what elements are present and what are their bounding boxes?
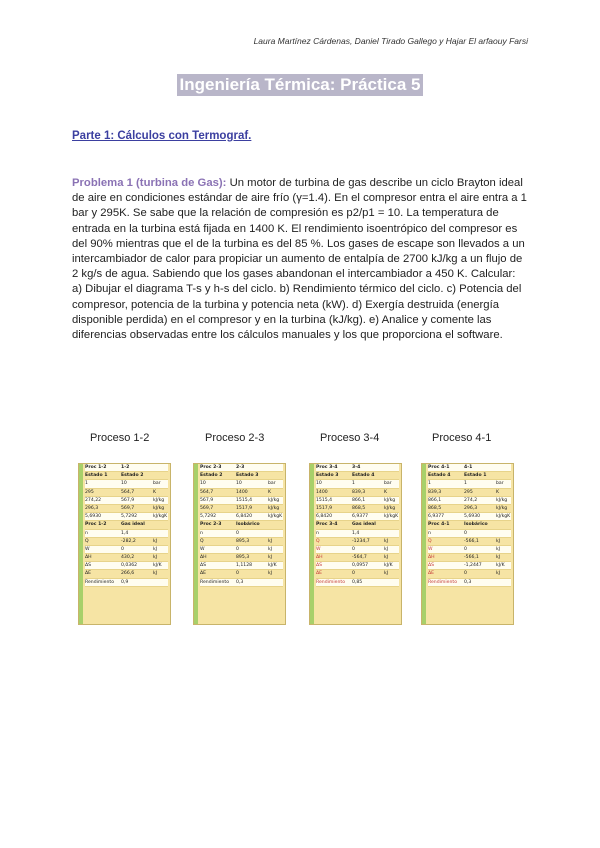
panel-cell: ΔE [428, 571, 435, 577]
panel-cell: Q [85, 538, 89, 544]
panel-cell: 567,9 [200, 497, 214, 503]
panel-cell: Rendimiento [316, 579, 346, 585]
panel-cell: Estado 3 [316, 473, 339, 479]
panel-row [200, 472, 283, 480]
title-container [0, 74, 600, 96]
panel-row [316, 562, 399, 570]
panel-cell: 1517,9 [316, 505, 333, 511]
panel-row [428, 521, 511, 529]
panel-cell: kJ [153, 571, 158, 577]
panel-cell: 0 [236, 546, 239, 552]
process-panel-3-4 [309, 463, 402, 625]
panel-row [200, 521, 283, 529]
panel-cell: 10 [200, 481, 206, 487]
panel-cell: kJ [384, 538, 389, 544]
panel-cell: 2-3 [236, 465, 245, 470]
panel-cell: kJ [496, 571, 501, 577]
panel-cell: kJ/kg [153, 497, 165, 503]
panel-cell: kJ/kg [384, 497, 396, 503]
panel-row [200, 530, 283, 538]
panel-row [85, 480, 168, 488]
panel-row [85, 538, 168, 546]
panel-row [200, 554, 283, 562]
panel-cell: 0,85 [352, 579, 363, 585]
panel-cell: kJ/K [153, 563, 162, 569]
panel-row [200, 513, 283, 521]
panel-row [428, 546, 511, 554]
panel-cell: 569,7 [121, 505, 135, 511]
panel-cell: Proc 1-2 [85, 522, 107, 528]
panel-cell: 4-1 [464, 465, 473, 470]
panel-row [85, 530, 168, 538]
panel-cell: 274,22 [85, 497, 102, 503]
panel-cell: K [496, 489, 500, 495]
panel-row [200, 538, 283, 546]
caption-proceso-3-4: Proceso 3-4 [320, 432, 380, 444]
panel-cell: kJ/kg [496, 497, 508, 503]
panel-cell: kJ/kg [268, 505, 280, 511]
panel-row [316, 579, 399, 587]
panel-row [200, 464, 283, 472]
panel-cell: K [153, 489, 157, 495]
panel-cell: 5,6930 [85, 514, 102, 520]
panel-cell: ΔE [316, 571, 323, 577]
panel-cell: 1517,9 [236, 505, 253, 511]
panel-cell: kJ [384, 571, 389, 577]
panel-row [316, 546, 399, 554]
panel-cell: Estado 3 [236, 473, 259, 479]
panel-row [85, 472, 168, 480]
panel-cell: 5,7292 [200, 514, 217, 520]
panel-cell: kJ/K [268, 563, 277, 569]
panel-cell: kJ/kgK [268, 514, 283, 520]
panel-cell: ΔH [85, 555, 92, 561]
panel-cell: kJ/kgK [153, 514, 168, 520]
panel-cell: 567,9 [121, 497, 135, 503]
panel-cell: ΔS [428, 563, 435, 569]
panel-cell: kJ/kg [384, 505, 396, 511]
panel-row [85, 489, 168, 497]
panel-row [316, 513, 399, 521]
panel-cell: 5,6930 [464, 514, 481, 520]
panel-cell: bar [496, 481, 504, 487]
authors-line: Laura Martínez Cárdenas, Daniel Tirado Gallego y Hajar El arfaouy Farsi [253, 36, 528, 46]
panel-cell: -1234,7 [352, 538, 370, 544]
panel-cell: 6,8420 [316, 514, 333, 520]
panel-cell: Proc 4-1 [428, 465, 450, 470]
panel-cell: 0,0957 [352, 563, 369, 569]
panel-cell: kJ [268, 571, 273, 577]
panel-cell: -566,1 [464, 538, 479, 544]
panel-cell: 10 [316, 481, 322, 487]
panel-cell: 0 [464, 571, 467, 577]
panel-cell: 1400 [236, 489, 248, 495]
panel-cell: 1515,4 [316, 497, 333, 503]
panel-cell: 0 [236, 571, 239, 577]
panel-cell: Gas ideal [352, 522, 376, 528]
panel-cell: Estado 1 [464, 473, 487, 479]
panel-row [428, 554, 511, 562]
panel-cell: Estado 4 [428, 473, 451, 479]
panel-cell: 1515,4 [236, 497, 253, 503]
panel-row [85, 513, 168, 521]
panel-row [428, 472, 511, 480]
panel-cell: Q [200, 538, 204, 544]
panel-row [316, 489, 399, 497]
panel-cell: 1 [352, 481, 355, 487]
panel-cell: kJ/kgK [496, 514, 511, 520]
panel-row [85, 562, 168, 570]
panel-row [316, 538, 399, 546]
panel-row [316, 530, 399, 538]
panel-row [200, 570, 283, 578]
problem-text: Un motor de turbina de gas describe un ciclo Brayton ideal de aire en condiciones estándar de aire frío (γ=1.4). En el compresor entra el aire entra a 1 bar y 295K. Se sabe que la relación de compresión es p2/p1 = 10. La temperatura de entrada en la turbina está fijada en 1400 K. El rendimiento isoentrópico del compresor es del 90% mientras que el de la turbina es del 85 %. Los gases de escape son llevados a un intercambiador de calor para propiciar un aumento de entalpía de 2700 kJ/kg a un flujo de 2 kg/s de agua. Sabiendo que los gases abandonan el intercambiador a 450 K. Calcular: a) Dibujar el diagrama T-s y h-s del ciclo. b) Rendimiento térmico del ciclo. c) Potencia del compresor, potencia de la turbina y potencia neta (kW). d) Exergía destruida (energía disponible perdida) en el compresor y en la turbina (kJ/kg). e) Analice y comente las diferencias observadas entre los cálculos manuales y los que proporciona el software. [72, 177, 527, 342]
panel-cell: 1,4 [352, 530, 360, 536]
panel-cell: 564,7 [121, 489, 135, 495]
panel-row [428, 562, 511, 570]
panel-cell: Proc 2-3 [200, 465, 222, 470]
panel-row [316, 521, 399, 529]
panel-cell: Estado 1 [85, 473, 108, 479]
panel-row [428, 505, 511, 513]
panel-row [85, 464, 168, 472]
panel-cell: 5,7292 [121, 514, 138, 520]
panel-cell: 6,9377 [352, 514, 369, 520]
panel-cell: bar [268, 481, 276, 487]
panel-cell: 868,5 [352, 505, 366, 511]
panel-row [85, 570, 168, 578]
problem-label: Problema 1 (turbina de Gas): [72, 177, 227, 189]
panel-cell: W [85, 546, 90, 552]
panel-cell: kJ/kg [268, 497, 280, 503]
panel-cell: kJ/kg [153, 505, 165, 511]
panel-cell: 895,3 [236, 538, 250, 544]
panel-cell: kJ/K [496, 563, 505, 569]
panel-cell: Proc 3-4 [316, 522, 338, 528]
panel-cell: 10 [121, 481, 127, 487]
panel-cell: kJ/kg [496, 505, 508, 511]
panel-stripe [310, 464, 314, 624]
panel-stripe [79, 464, 83, 624]
panel-row [316, 570, 399, 578]
panel-row [428, 538, 511, 546]
panel-row [85, 521, 168, 529]
panel-cell: 1 [428, 481, 431, 487]
panel-cell: n [316, 530, 319, 536]
page-title: Ingeniería Térmica: Práctica 5 [177, 74, 424, 96]
panel-cell: -282,2 [121, 538, 136, 544]
panel-cell: 0 [352, 546, 355, 552]
part-heading: Parte 1: Cálculos con Termograf. [72, 130, 252, 142]
panel-cell: 296,3 [85, 505, 99, 511]
panel-stripe [422, 464, 426, 624]
panel-cell: kJ [496, 546, 501, 552]
panel-cell: Proc 1-2 [85, 465, 107, 470]
panel-cell: Rendimiento [428, 579, 458, 585]
panel-row [428, 464, 511, 472]
panel-cell: 1-2 [121, 465, 130, 470]
panel-row [85, 546, 168, 554]
panel-cell: Estado 2 [121, 473, 144, 479]
panel-row [85, 497, 168, 505]
panel-cell: kJ [496, 555, 501, 561]
panel-row [428, 489, 511, 497]
panel-cell: bar [384, 481, 392, 487]
panel-cell: 266,6 [121, 571, 135, 577]
panel-cell: 0 [352, 571, 355, 577]
panel-cell: Estado 4 [352, 473, 375, 479]
panel-cell: W [200, 546, 205, 552]
panel-row [316, 497, 399, 505]
panel-cell: 868,5 [428, 505, 442, 511]
panel-cell: n [85, 530, 88, 536]
panel-cell: Isobárico [236, 522, 260, 528]
panel-cell: 839,3 [428, 489, 442, 495]
panel-cell: ΔE [200, 571, 207, 577]
panel-cell: 0 [236, 530, 239, 536]
panel-cell: ΔH [316, 555, 323, 561]
panel-cell: 564,7 [200, 489, 214, 495]
panel-cell: Estado 2 [200, 473, 223, 479]
panel-row [428, 513, 511, 521]
panel-cell: ΔH [428, 555, 435, 561]
caption-proceso-4-1: Proceso 4-1 [432, 432, 492, 444]
panel-cell: Q [428, 538, 432, 544]
panel-cell: 3-4 [352, 465, 361, 470]
panel-row [428, 570, 511, 578]
panel-cell: ΔS [200, 563, 207, 569]
panel-cell: K [384, 489, 388, 495]
panel-cell: 6,8420 [236, 514, 253, 520]
panel-cell: K [268, 489, 272, 495]
process-panel-4-1 [421, 463, 514, 625]
panel-cell: 839,3 [352, 489, 366, 495]
panel-cell: ΔS [85, 563, 92, 569]
panel-cell: kJ/kgK [384, 514, 399, 520]
panel-row [200, 505, 283, 513]
panel-cell: 895,3 [236, 555, 250, 561]
panel-row [316, 554, 399, 562]
panel-cell: kJ [268, 546, 273, 552]
panel-cell: Proc 3-4 [316, 465, 338, 470]
panel-cell: 0 [121, 546, 124, 552]
panel-stripe [194, 464, 198, 624]
panel-cell: 0,3 [464, 579, 472, 585]
panel-cell: 430,2 [121, 555, 135, 561]
panel-cell: kJ [268, 555, 273, 561]
panel-row [316, 480, 399, 488]
panel-cell: 866,1 [428, 497, 442, 503]
panel-cell: kJ [384, 555, 389, 561]
panel-cell: 0,3 [236, 579, 244, 585]
panel-row [85, 554, 168, 562]
panel-cell: Q [316, 538, 320, 544]
panel-cell: 1 [85, 481, 88, 487]
panel-cell: ΔH [200, 555, 207, 561]
panel-cell: 1 [464, 481, 467, 487]
panel-cell: -566,1 [464, 555, 479, 561]
panel-cell: kJ [496, 538, 501, 544]
panel-cell: 569,7 [200, 505, 214, 511]
panel-cell: Gas ideal [121, 522, 145, 528]
panel-row [428, 579, 511, 587]
panel-row [428, 480, 511, 488]
panel-cell: W [428, 546, 433, 552]
panel-cell: 10 [236, 481, 242, 487]
panel-cell: W [316, 546, 321, 552]
panel-cell: 1,1128 [236, 563, 253, 569]
panel-cell: Proc 2-3 [200, 522, 222, 528]
panel-cell: kJ [153, 555, 158, 561]
panel-cell: 0,0362 [121, 563, 138, 569]
panel-row [316, 472, 399, 480]
panel-cell: n [428, 530, 431, 536]
panel-row [200, 546, 283, 554]
panel-cell: Isobárico [464, 522, 488, 528]
panel-cell: 1,4 [121, 530, 129, 536]
panel-cell: 6,9377 [428, 514, 445, 520]
panel-cell: 0,9 [121, 579, 129, 585]
panel-cell: kJ [268, 538, 273, 544]
panel-row [200, 497, 283, 505]
panel-row [200, 489, 283, 497]
panel-cell: 295 [85, 489, 94, 495]
panel-cell: kJ [384, 546, 389, 552]
panel-cell: Rendimiento [85, 579, 115, 585]
panel-cell: 296,3 [464, 505, 478, 511]
process-panel-1-2 [78, 463, 171, 625]
panel-cell: bar [153, 481, 161, 487]
panel-row [85, 579, 168, 587]
panel-cell: 866,1 [352, 497, 366, 503]
panel-cell: 295 [464, 489, 473, 495]
panel-row [200, 562, 283, 570]
caption-proceso-2-3: Proceso 2-3 [205, 432, 265, 444]
panel-row [428, 497, 511, 505]
panel-cell: ΔE [85, 571, 92, 577]
panel-cell: 274,2 [464, 497, 478, 503]
panel-cell: n [200, 530, 203, 536]
panel-row [200, 579, 283, 587]
panel-cell: 0 [464, 530, 467, 536]
panel-cell: -564,7 [352, 555, 367, 561]
panel-cell: kJ/K [384, 563, 393, 569]
panel-cell: kJ [153, 546, 158, 552]
panel-cell: -1,2447 [464, 563, 482, 569]
panel-row [428, 530, 511, 538]
panel-cell: 0 [464, 546, 467, 552]
panel-cell: Rendimiento [200, 579, 230, 585]
panel-row [85, 505, 168, 513]
caption-proceso-1-2: Proceso 1-2 [90, 432, 150, 444]
panel-cell: kJ [153, 538, 158, 544]
panel-row [316, 464, 399, 472]
process-panel-2-3 [193, 463, 286, 625]
panel-cell: Proc 4-1 [428, 522, 450, 528]
panel-row [200, 480, 283, 488]
panel-cell: 1400 [316, 489, 328, 495]
panel-cell: ΔS [316, 563, 323, 569]
problem-statement [72, 176, 528, 343]
panel-row [316, 505, 399, 513]
